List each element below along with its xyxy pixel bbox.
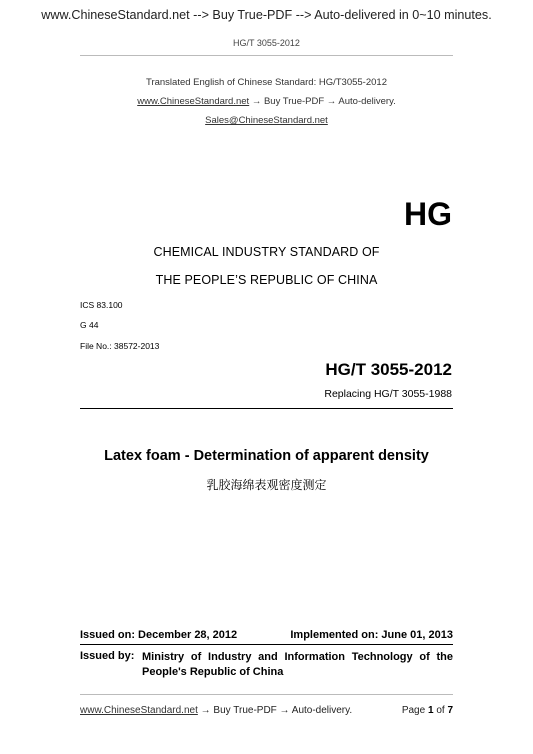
standard-title-line2: THE PEOPLE’S REPUBLIC OF CHINA xyxy=(155,273,378,287)
document-title-chinese: 乳胶海绵表观密度测定 xyxy=(206,478,327,492)
email-row xyxy=(0,115,533,126)
translation-links xyxy=(0,96,533,107)
running-header-code: HG/T 3055-2012 xyxy=(233,38,300,48)
page-current: 1 xyxy=(427,705,434,716)
code-divider xyxy=(80,408,453,409)
translation-note: Translated English of Chinese Standard: HG/T3055-2012 xyxy=(146,77,387,88)
issued-by-value: Ministry of Industry and Information Technology of the People's Republic of China xyxy=(142,651,453,678)
issued-by-row xyxy=(80,650,453,680)
buy-text: → Buy True-PDF → Auto-delivery. xyxy=(251,96,396,107)
page-footer xyxy=(80,705,453,716)
classification-code: G 44 xyxy=(80,320,99,330)
page-total: 7 xyxy=(447,705,453,716)
issued-by-label: Issued by: xyxy=(80,650,135,662)
dates-row xyxy=(80,629,453,641)
sales-email-link[interactable]: Sales@ChineseStandard.net xyxy=(205,115,328,126)
implemented-on-date: Implemented on: June 01, 2013 xyxy=(290,629,453,641)
dates-divider xyxy=(80,644,453,645)
hg-logo: HG xyxy=(404,196,452,232)
ics-code: ICS 83.100 xyxy=(80,300,123,310)
document-title: Latex foam - Determination of apparent density xyxy=(104,448,429,464)
page-indicator xyxy=(402,705,453,716)
footer-buy-text: → Buy True-PDF → Auto-delivery. xyxy=(200,705,353,716)
top-banner[interactable]: www.ChineseStandard.net --> Buy True-PDF --> Auto-delivered in 0~10 minutes. xyxy=(41,8,492,22)
issued-on-date: Issued on: December 28, 2012 xyxy=(80,629,238,641)
header-divider xyxy=(80,55,453,56)
chinese-standard-link[interactable]: www.ChineseStandard.net xyxy=(137,96,250,107)
page-label: Page xyxy=(401,705,426,716)
footer-divider xyxy=(80,694,453,695)
footer-links xyxy=(80,705,352,716)
page-of: of xyxy=(436,705,445,716)
standard-title-line1: CHEMICAL INDUSTRY STANDARD OF xyxy=(153,245,380,259)
file-number: File No.: 38572-2013 xyxy=(80,341,160,351)
replacing-standard: Replacing HG/T 3055-1988 xyxy=(324,388,452,400)
standard-code: HG/T 3055-2012 xyxy=(325,360,452,379)
footer-site-link[interactable]: www.ChineseStandard.net xyxy=(80,705,198,716)
